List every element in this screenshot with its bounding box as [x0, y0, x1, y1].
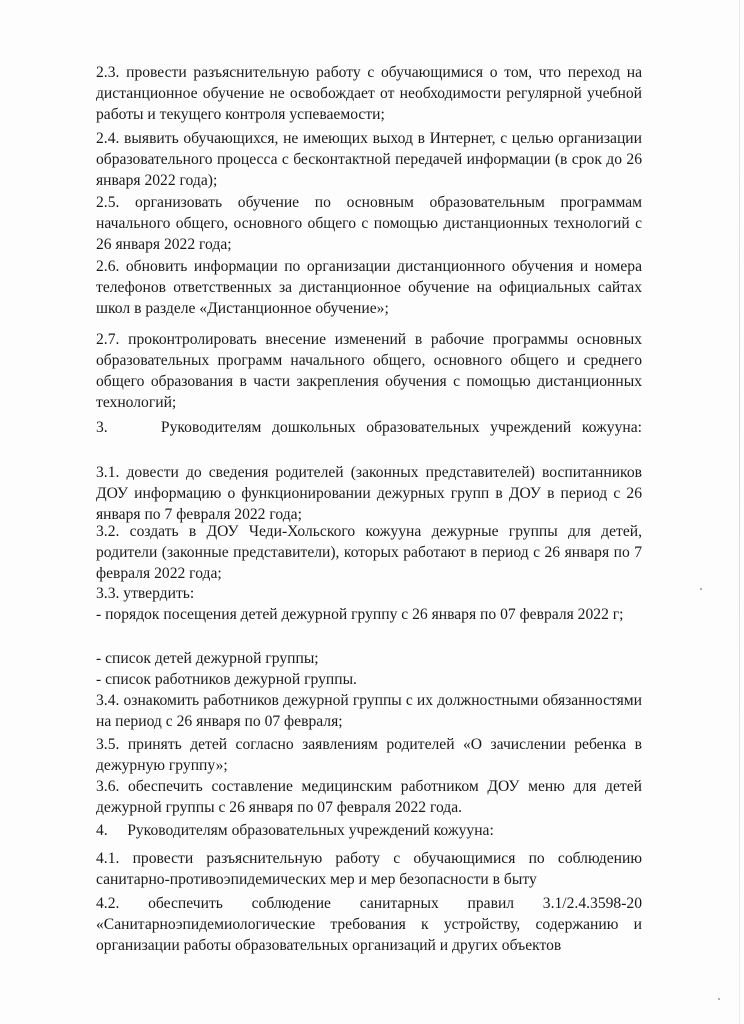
list-item-children: - список детей дежурной группы;	[96, 650, 319, 667]
paragraph-3-4: 3.4. ознакомить работников дежурной группы с их должностными обязанностями на период с 26 января по 07 февраля;	[96, 692, 642, 730]
paragraph-3-6: 3.6. обеспечить составление медицинским работником ДОУ меню для детей дежурной группы с 26 января по 07 февраля 2022 года.	[96, 778, 642, 816]
scan-speck	[718, 998, 720, 1000]
paragraph-3-1: 3.1. довести до сведения родителей (законных представителей) воспитанников ДОУ информацию о функционировании дежурных групп в ДОУ в период с 26 января по 7 февраля 2022 года;	[96, 464, 642, 523]
paragraph-4-1: 4.1. провести разъяснительную работу с обучающимися по соблюдению санитарно-противоэпидемических мер и мер безопасности в быту	[96, 850, 642, 888]
paragraph-3-5: 3.5. принять детей согласно заявлениям родителей «О зачислении ребенка в дежурную группу»;	[96, 736, 642, 774]
scan-speck	[700, 588, 702, 590]
paragraph-3-heading: 3. Руководителям дошкольных образовательных учреждений кожууна:	[96, 419, 642, 436]
paragraph-4-heading: 4. Руководителям образовательных учреждений кожууна:	[96, 822, 494, 839]
paragraph-2-4: 2.4. выявить обучающихся, не имеющих выход в Интернет, с целью организации образовательного процесса с бесконтактной передачей информации (в срок до 26 января 2022 года);	[96, 130, 642, 189]
paragraph-4-2: 4.2. обеспечить соблюдение санитарных правил 3.1/2.4.3598-20 «Санитарноэпидемиологические требования к устройству, содержанию и организации работы образовательных организаций и других объектов	[96, 895, 642, 954]
paragraph-2-7: 2.7. проконтролировать внесение изменений в рабочие программы основных образовательных программ начального общего, основного общего и среднего общего образования в части закрепления обучения с помощью дистанционных технологий;	[96, 331, 642, 411]
paragraph-2-5: 2.5. организовать обучение по основным образовательным программам начального общего, основного общего с помощью дистанционных технологий с 26 января 2022 года;	[96, 194, 642, 253]
paragraph-3-2: 3.2. создать в ДОУ Чеди-Хольского кожууна дежурные группы для детей, родители (законные представители), которых работают в период с 26 января по 7 февраля 2022 года;	[96, 523, 642, 582]
paragraph-2-6: 2.6. обновить информации по организации дистанционного обучения и номера телефонов ответственных за дистанционное обучение на официальных сайтах школ в разделе «Дистанционное обучение»;	[96, 258, 642, 317]
paragraph-3-3: 3.3. утвердить:	[96, 585, 195, 602]
paragraph-2-3: 2.3. провести разъяснительную работу с обучающимися о том, что переход на дистанционное обучение не освобождает от необходимости регулярной учебной работы и текущего контроля успеваемости;	[96, 64, 642, 123]
list-item-staff: - список работников дежурной группы.	[96, 671, 357, 688]
scan-edge-line	[739, 0, 740, 1024]
list-item-order: - порядок посещения детей дежурной группу с 26 января по 07 февраля 2022 г;	[96, 606, 624, 623]
